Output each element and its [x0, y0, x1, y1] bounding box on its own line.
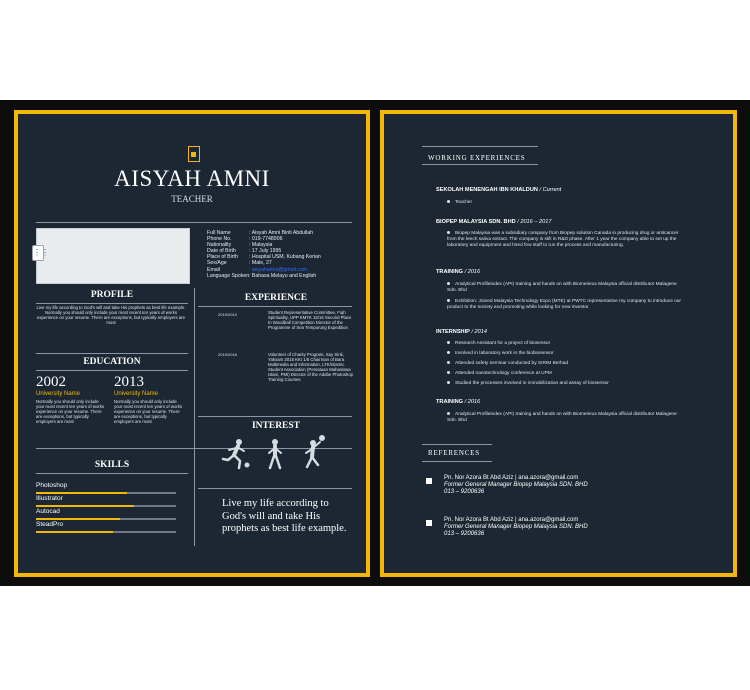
experience-heading: EXPERIENCE — [244, 293, 308, 303]
profile-text: Live my life according to God's will and take His prophets as best life example. Normally you should only include your most recent ten years of works experience on your resume. There are exceptions, but typically employers are most — [36, 305, 186, 326]
experience-date: 2019/2016 — [218, 352, 237, 357]
skills-heading: SKILLS — [94, 460, 130, 470]
basketball-player-icon — [300, 434, 328, 470]
references-heading: REFERENCES — [428, 449, 480, 457]
experience-date: 2019/2014 — [218, 312, 237, 317]
logo-icon — [188, 146, 200, 162]
job-bullet: Analytical Profileindex (API) training and hands on with Biomerieux Malaysia official distributor Malagene Sdn. Bhd — [447, 412, 677, 423]
education-school: University Name — [36, 391, 81, 397]
personal-info — [207, 230, 367, 279]
skill-bar — [36, 505, 176, 507]
working-experiences-heading: WORKING EXPERIENCES — [428, 154, 526, 162]
info-row: Language Spoken : Bahasa Melayu and English — [207, 272, 317, 279]
info-row: Full Name : Aisyah Amni Binti Abdullah — [207, 230, 314, 236]
job-bullet: Analytical Profileindex (API) training and hands on with Biomerieux Malaysia official distributor Malagene Sdn. Bhd — [447, 282, 677, 293]
job-company: BIOPEP MALAYSIA SDN. BHD / 2016 – 2017 — [436, 219, 552, 225]
candidate-name: AISYAH AMNI — [114, 166, 270, 191]
job-bullet: Biopep Malaysia was a subsidiary company from Biopep solution Canada in producing drug or anticancer from the leech saliva extract. The company is still in R&D phase. After 1 year the company able to set up the laboratory and equipment and hired few staff to run the process and manufacturing. — [447, 231, 679, 248]
education-text: Normally you should only include your most recent ten years of works experience on your resume. There are exceptions, but typically employers are most — [36, 399, 105, 425]
drag-handle-icon[interactable]: ⋮⋮ — [32, 245, 44, 261]
skill-bar — [36, 492, 176, 494]
info-row: Nationality : Malaysia — [207, 242, 273, 249]
skill-name: Photoshop — [36, 482, 68, 489]
education-school: University Name — [114, 391, 159, 397]
education-year: 2013 — [114, 374, 144, 390]
job-bullet: Involved in laboratory work in the biobiosensor — [447, 351, 554, 357]
job-bullet: Exhibition: Joined Malaysia Technology Expo (MTE) at PWTC representative my company to introduce our product to the society and promoting while looking for new investor — [447, 299, 681, 310]
job-bullet: Teacher — [447, 200, 472, 206]
football-player-icon — [220, 438, 252, 470]
job-bullet: Attended safety seminar conducted by SIRIM Berhad — [447, 361, 568, 367]
job-company: TRAINING / 2016 — [436, 399, 481, 405]
email-link[interactable]: : aisyahamni@gmail.com — [249, 266, 308, 273]
job-bullet: Research Assistant for a project of biosensor — [447, 341, 550, 347]
reference-entry: Pn. Nor Azora Bt Abd Aziz | ana.azora@gmail.com Former General Manager Biopep Malaysia SDN. BHD 013 – 9200636 — [444, 517, 588, 538]
resume-page-left — [14, 110, 370, 577]
profile-photo[interactable] — [36, 228, 190, 284]
profile-heading: PROFILE — [90, 290, 134, 300]
reference-checkbox[interactable] — [426, 478, 432, 484]
reference-entry: Pn. Nor Azora Bt Abd Aziz | ana.azora@gmail.com Former General Manager Biopep Malaysia SDN. BHD 013 – 9200636 — [444, 475, 588, 496]
education-year: 2002 — [36, 374, 66, 390]
reference-checkbox[interactable] — [426, 520, 432, 526]
job-company: TRAINING / 2016 — [436, 269, 481, 275]
resume-page-right — [380, 110, 737, 577]
info-row: Phone No. : 019-7748906 — [207, 236, 283, 243]
interest-heading: INTEREST — [251, 421, 301, 431]
info-row: Date of Birth : 17 July 1995 — [207, 248, 282, 255]
job-company: INTERNSHIP / 2014 — [436, 329, 487, 335]
skill-bar — [36, 518, 176, 520]
info-row: Place of Birth : Hospital USM, Kubang Kerian — [207, 254, 321, 261]
experience-text: Student Representative Committee, Fiqh Spirituality, UPP KMTK 15/16 Second Place In Woodball Competition Director of the Programme of Sea Tempurung Expedition — [268, 310, 352, 331]
education-text: Normally you should only include your most recent ten years of works experience on your resume. There are exceptions, but typically employers are most — [114, 399, 183, 425]
job-bullet: Studied the processes involved in immobilization and assay of biosensor — [447, 381, 609, 387]
candidate-job-title: TEACHER — [171, 194, 213, 204]
skill-name: SteadPro — [36, 521, 64, 528]
info-row: Sex/Age : Male, 27 — [207, 260, 272, 267]
skill-bar — [36, 531, 176, 533]
info-row: Email : aisyahamni@gmail.com — [207, 266, 308, 273]
life-quote: Live my life according to God's will and take His prophets as best life example. — [222, 498, 347, 534]
education-heading: EDUCATION — [83, 357, 141, 367]
job-bullet: Attended nanotechnology conference at UPM — [447, 371, 552, 377]
runner-icon — [264, 438, 286, 470]
skill-name: Autocad — [36, 508, 60, 515]
experience-text: Volunteer of Charity Program, Say Sink, Yaksam 2015 KKI 1/5 Chairman of Bara Multimedia and Information, LTK/Islamic Student Association (Persatuan Mahasiswa Islam, PMI) Director of the Adobe Photoshop Training Courses — [268, 352, 354, 383]
job-company: SEKOLAH MENENGAH IBN KHALDUN / Current — [436, 187, 562, 193]
skill-name: Illustrator — [36, 495, 63, 502]
